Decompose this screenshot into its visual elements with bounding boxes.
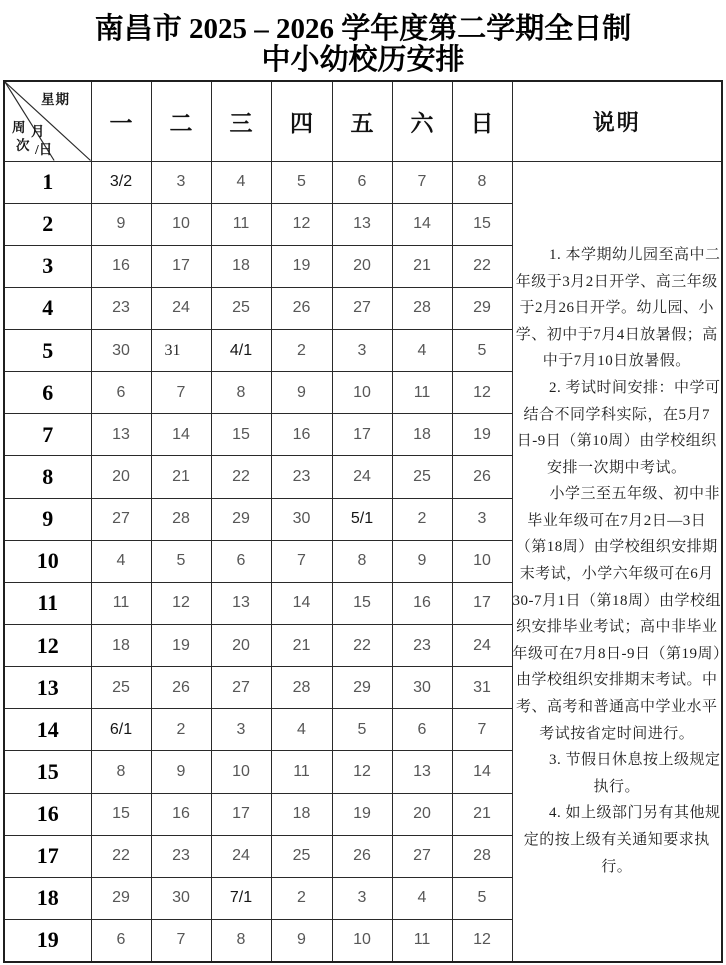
- date-cell: 30: [91, 330, 151, 372]
- date-cell: 20: [211, 625, 271, 667]
- date-cell: 6: [332, 161, 392, 203]
- corner-day-label: /日: [35, 142, 53, 157]
- date-cell: 17: [211, 793, 271, 835]
- date-cell: 12: [332, 751, 392, 793]
- date-cell: 11: [271, 751, 332, 793]
- date-cell: 10: [211, 751, 271, 793]
- week-number: 3: [4, 245, 91, 287]
- date-cell: 8: [332, 540, 392, 582]
- week-number: 10: [4, 540, 91, 582]
- date-cell: 5: [452, 877, 512, 919]
- date-cell: 28: [392, 287, 452, 329]
- date-cell: 30: [392, 667, 452, 709]
- date-cell: 14: [452, 751, 512, 793]
- date-cell: 13: [91, 414, 151, 456]
- date-cell: 23: [271, 456, 332, 498]
- notes-paragraph: 3. 节假日休息按上级规定执行。: [548, 752, 721, 795]
- date-cell: 11: [392, 920, 452, 962]
- date-cell: 18: [211, 245, 271, 287]
- date-cell: 2: [271, 877, 332, 919]
- week-number: 11: [4, 582, 91, 624]
- date-cell: 19: [452, 414, 512, 456]
- week-number: 5: [4, 330, 91, 372]
- date-cell: 9: [91, 203, 151, 245]
- date-cell: 21: [271, 625, 332, 667]
- date-cell: 10: [332, 372, 392, 414]
- date-cell: 20: [91, 456, 151, 498]
- date-cell: 10: [151, 203, 211, 245]
- date-cell: 7: [151, 372, 211, 414]
- date-cell: 9: [392, 540, 452, 582]
- week-number: 17: [4, 835, 91, 877]
- date-cell: 22: [211, 456, 271, 498]
- date-cell: 16: [151, 793, 211, 835]
- date-cell: 22: [452, 245, 512, 287]
- date-cell: 25: [271, 835, 332, 877]
- date-cell: 20: [392, 793, 452, 835]
- date-cell: 21: [452, 793, 512, 835]
- date-cell: 21: [151, 456, 211, 498]
- day-header-wed: 三: [211, 81, 271, 161]
- date-cell: 26: [271, 287, 332, 329]
- date-cell: 29: [332, 667, 392, 709]
- header-row: [4, 81, 722, 161]
- corner-weekday-label: 星期: [41, 92, 70, 107]
- date-cell: 11: [211, 203, 271, 245]
- date-cell: 3: [332, 877, 392, 919]
- date-cell: 25: [392, 456, 452, 498]
- calendar-table: [3, 80, 723, 963]
- day-header-thu: 四: [271, 81, 332, 161]
- date-cell: 15: [91, 793, 151, 835]
- date-cell: 12: [452, 920, 512, 962]
- date-cell: 24: [332, 456, 392, 498]
- date-cell: 12: [271, 203, 332, 245]
- date-cell: 2: [151, 709, 211, 751]
- day-header-sun: 日: [452, 81, 512, 161]
- date-cell: 28: [151, 498, 211, 540]
- week-number: 2: [4, 203, 91, 245]
- date-cell: 6: [91, 372, 151, 414]
- date-cell: 7: [392, 161, 452, 203]
- date-cell: 3/2: [91, 161, 151, 203]
- date-cell: 3: [151, 161, 211, 203]
- corner-cell: [4, 81, 91, 161]
- date-cell: 5/1: [332, 498, 392, 540]
- date-cell: 11: [91, 582, 151, 624]
- date-cell: 9: [271, 920, 332, 962]
- date-cell: 10: [452, 540, 512, 582]
- date-cell: 25: [211, 287, 271, 329]
- notes-paragraph: 2. 考试时间安排：中学可结合不同学科实际，在5月7日-9日（第10周）由学校组织安排一次期中考试。: [516, 379, 721, 476]
- day-header-tue: 二: [151, 81, 211, 161]
- date-cell: 30: [151, 877, 211, 919]
- date-cell: 27: [91, 498, 151, 540]
- date-cell: 9: [271, 372, 332, 414]
- date-cell: 26: [151, 667, 211, 709]
- week-number: 1: [4, 161, 91, 203]
- date-cell: 20: [332, 245, 392, 287]
- date-cell: 8: [91, 751, 151, 793]
- date-cell: 3: [452, 498, 512, 540]
- date-cell: 16: [91, 245, 151, 287]
- date-cell: 14: [151, 414, 211, 456]
- date-cell: 22: [332, 625, 392, 667]
- page-title: [0, 14, 726, 76]
- page-title-line2: 中小幼校历安排: [261, 44, 465, 76]
- date-cell: 16: [271, 414, 332, 456]
- week-number: 4: [4, 287, 91, 329]
- date-cell: 6/1: [91, 709, 151, 751]
- date-cell: 14: [392, 203, 452, 245]
- date-cell: 19: [332, 793, 392, 835]
- date-cell: 31: [452, 667, 512, 709]
- date-cell: 18: [271, 793, 332, 835]
- week-number: 8: [4, 456, 91, 498]
- date-cell: 18: [392, 414, 452, 456]
- date-cell: 13: [392, 751, 452, 793]
- date-cell: 4: [392, 877, 452, 919]
- date-cell: 28: [452, 835, 512, 877]
- date-cell: 16: [392, 582, 452, 624]
- week-number: 18: [4, 877, 91, 919]
- week-number: 19: [4, 920, 91, 962]
- date-cell: 29: [91, 877, 151, 919]
- date-cell: 5: [151, 540, 211, 582]
- week-number: 13: [4, 667, 91, 709]
- date-cell: 4: [392, 330, 452, 372]
- date-cell: 27: [392, 835, 452, 877]
- date-cell: 18: [91, 625, 151, 667]
- date-cell: 22: [91, 835, 151, 877]
- date-cell: 17: [332, 414, 392, 456]
- week-number: 9: [4, 498, 91, 540]
- date-cell: 30: [271, 498, 332, 540]
- date-cell: 19: [151, 625, 211, 667]
- date-cell: 29: [211, 498, 271, 540]
- notes-paragraph: 4. 如上级部门另有其他规定的按上级有关通知要求执行。: [523, 805, 721, 875]
- date-cell: 2: [271, 330, 332, 372]
- date-cell: 4: [271, 709, 332, 751]
- date-cell: 7: [151, 920, 211, 962]
- day-header-mon: 一: [91, 81, 151, 161]
- week-number: 6: [4, 372, 91, 414]
- date-cell: 4: [91, 540, 151, 582]
- date-cell: 17: [452, 582, 512, 624]
- date-cell: 26: [332, 835, 392, 877]
- date-cell: 23: [392, 625, 452, 667]
- date-cell: 15: [452, 203, 512, 245]
- date-cell: 6: [211, 540, 271, 582]
- date-cell: 2: [392, 498, 452, 540]
- date-cell: 28: [271, 667, 332, 709]
- date-cell: 27: [211, 667, 271, 709]
- date-cell: 10: [332, 920, 392, 962]
- date-cell: 8: [211, 372, 271, 414]
- date-cell: 5: [332, 709, 392, 751]
- date-cell: 9: [151, 751, 211, 793]
- date-cell: 23: [91, 287, 151, 329]
- date-cell: 19: [271, 245, 332, 287]
- date-cell: 24: [151, 287, 211, 329]
- date-cell: 14: [271, 582, 332, 624]
- week-number: 15: [4, 751, 91, 793]
- date-cell: 29: [452, 287, 512, 329]
- day-header-fri: 五: [332, 81, 392, 161]
- date-cell: 8: [211, 920, 271, 962]
- date-cell: 21: [392, 245, 452, 287]
- notes-paragraph: 1. 本学期幼儿园至高中二年级于3月2日开学、高三年级于2月26日开学。幼儿园、小学、初中于7月4日放暑假；高中于7月10日放暑假。: [515, 246, 721, 370]
- date-cell: 3: [211, 709, 271, 751]
- date-cell: 15: [332, 582, 392, 624]
- date-cell: 27: [332, 287, 392, 329]
- date-cell: 13: [332, 203, 392, 245]
- notes-paragraph: 小学三至五年级、初中非毕业年级可在7月2日—3日（第18周）由学校组织安排期末考试，小学六年级可在6月30-7月1日（第18周）由学校组织安排毕业考试；高中非毕业年级可在7月8日-9日（第19周）由学校组织安排期末考试。中考、高考和普通高中学业水平考试按省定时间进行。: [512, 486, 721, 742]
- date-cell: 6: [91, 920, 151, 962]
- week-number: 14: [4, 709, 91, 751]
- date-cell: 5: [452, 330, 512, 372]
- calendar-week-row: [4, 161, 722, 203]
- date-cell: 4/1: [211, 330, 271, 372]
- date-cell: 17: [151, 245, 211, 287]
- week-number: 16: [4, 793, 91, 835]
- corner-week-label-1: 周: [12, 120, 26, 135]
- date-cell: 4: [211, 161, 271, 203]
- date-cell: 7: [452, 709, 512, 751]
- corner-month-label: 月: [31, 124, 45, 139]
- corner-week-label-2: 次: [16, 138, 30, 153]
- date-cell: 11: [392, 372, 452, 414]
- date-cell: 24: [452, 625, 512, 667]
- week-number: 12: [4, 625, 91, 667]
- day-header-sat: 六: [392, 81, 452, 161]
- week-number: 7: [4, 414, 91, 456]
- date-cell: 23: [151, 835, 211, 877]
- date-cell: 26: [452, 456, 512, 498]
- notes-header: 说明: [512, 81, 722, 161]
- date-cell: 12: [452, 372, 512, 414]
- date-cell: 15: [211, 414, 271, 456]
- date-cell: 31: [151, 330, 211, 372]
- page-title-line1: 南昌市 2025 – 2026 学年度第二学期全日制: [94, 13, 632, 45]
- date-cell: 13: [211, 582, 271, 624]
- date-cell: 6: [392, 709, 452, 751]
- date-cell: 7: [271, 540, 332, 582]
- date-cell: 5: [271, 161, 332, 203]
- date-cell: 7/1: [211, 877, 271, 919]
- date-cell: 12: [151, 582, 211, 624]
- date-cell: 24: [211, 835, 271, 877]
- date-cell: 3: [332, 330, 392, 372]
- date-cell: 25: [91, 667, 151, 709]
- date-cell: 8: [452, 161, 512, 203]
- notes-cell: [512, 161, 722, 962]
